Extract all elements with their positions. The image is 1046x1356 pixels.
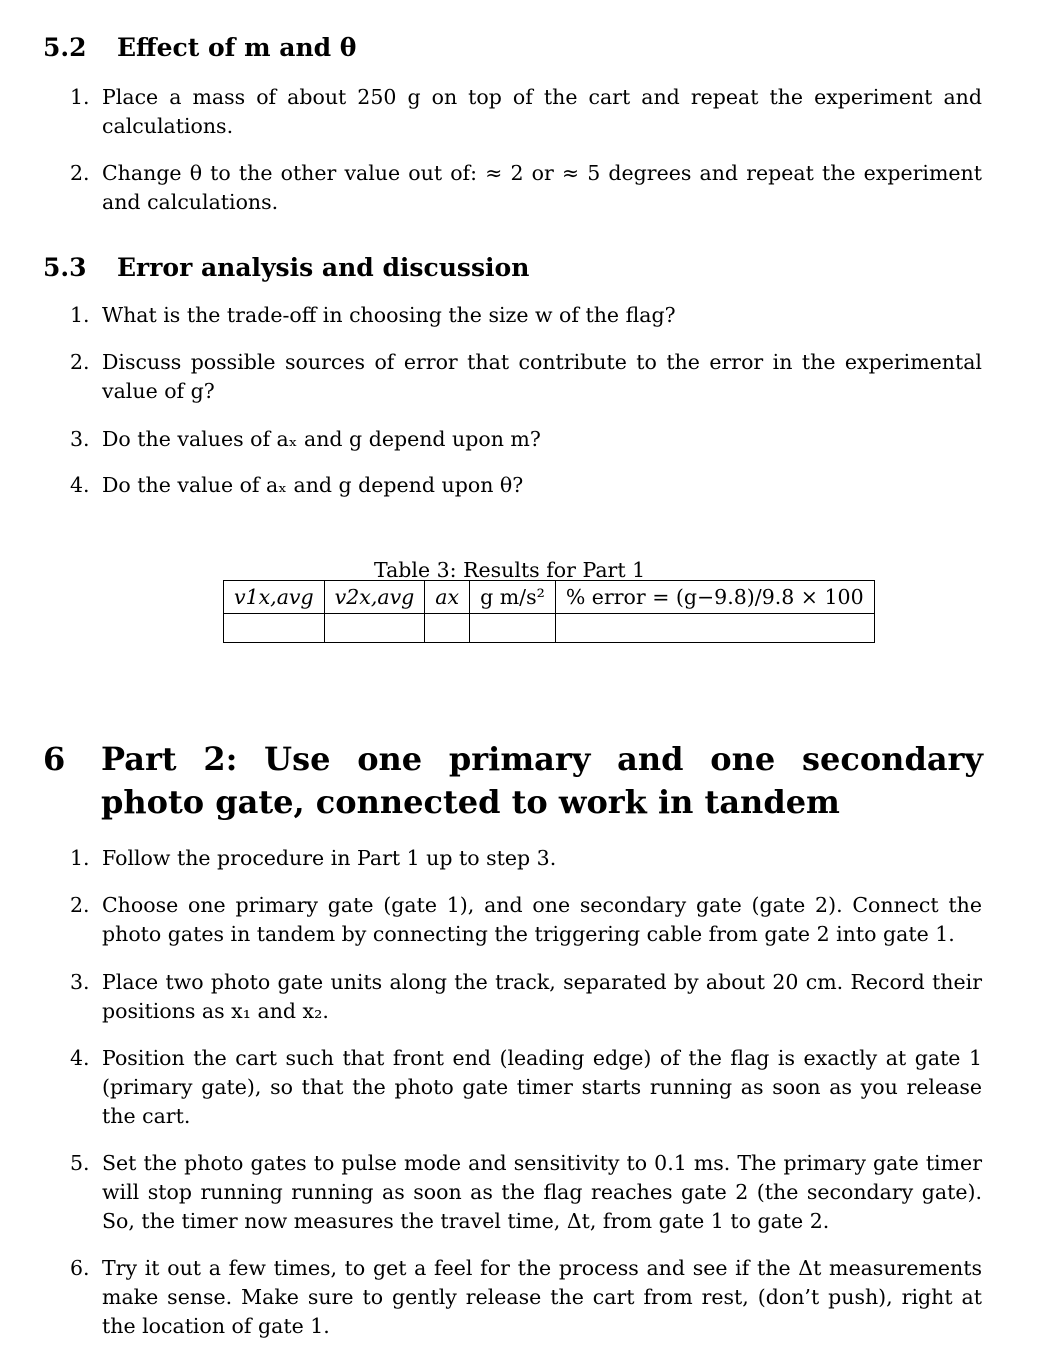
section-heading-5-3 (43, 253, 529, 282)
section-number: 6 (43, 740, 66, 778)
item-number: 2. (70, 893, 90, 917)
list-item (70, 1254, 982, 1341)
table-cell (224, 614, 325, 643)
table-cell (425, 614, 470, 643)
list-item (70, 891, 982, 949)
item-number: 2. (70, 161, 90, 185)
table-caption: Table 3: Results for Part 1 (374, 558, 646, 582)
item-number: 1. (70, 846, 90, 870)
list-item (70, 301, 982, 330)
item-text: What is the trade-off in choosing the size w of the flag? (102, 303, 676, 327)
item-text: Discuss possible sources of error that contribute to the error in the experimental value of g? (102, 350, 982, 403)
item-text: Do the values of aₓ and g depend upon m? (102, 427, 541, 451)
list-item (70, 83, 982, 141)
item-text: Try it out a few times, to get a feel for the process and see if the Δt measurements make sense. Make sure to gently release the cart from rest, (don’t push), right at the location of gate 1. (102, 1256, 982, 1338)
item-number: 5. (70, 1151, 90, 1175)
section-heading-5-2 (43, 33, 356, 62)
item-text: Position the cart such that front end (leading edge) of the flag is exactly at gate 1 (primary gate), so that the photo gate timer starts running as soon as you release the cart. (102, 1046, 982, 1128)
item-text: Place a mass of about 250 g on top of the cart and repeat the experiment and calculations. (102, 85, 982, 138)
item-number: 3. (70, 970, 90, 994)
list-item (70, 968, 982, 1026)
list-item (70, 1149, 982, 1236)
results-table (223, 580, 875, 643)
list-item (70, 159, 982, 217)
item-number: 1. (70, 85, 90, 109)
item-number: 4. (70, 473, 90, 497)
item-text: Follow the procedure in Part 1 up to step 3. (102, 846, 557, 870)
item-text: Choose one primary gate (gate 1), and one secondary gate (gate 2). Connect the photo gates in tandem by connecting the triggering cable from gate 2 into gate 1. (102, 893, 982, 946)
header-cell: v1x,avg (224, 581, 325, 614)
item-text: Do the value of aₓ and g depend upon θ? (102, 473, 524, 497)
list-item (70, 348, 982, 406)
table-header-row (224, 581, 875, 614)
section-title: Effect of m and θ (117, 33, 357, 62)
header-cell: g m/s² (470, 581, 556, 614)
section-number: 5.2 (43, 33, 87, 62)
item-text: Place two photo gate units along the track, separated by about 20 cm. Record their positions as x₁ and x₂. (102, 970, 982, 1023)
item-text: Set the photo gates to pulse mode and sensitivity to 0.1 ms. The primary gate timer will stop running running as soon as the flag reaches gate 2 (the secondary gate). So, the timer now measures the travel time, Δt, from gate 1 to gate 2. (102, 1151, 982, 1233)
header-cell: ax (425, 581, 470, 614)
table-cell (324, 614, 425, 643)
table-cell (555, 614, 874, 643)
list-item (70, 844, 982, 873)
table-row (224, 614, 875, 643)
item-number: 3. (70, 427, 90, 451)
section-title: Error analysis and discussion (117, 253, 530, 282)
list-item (70, 1044, 982, 1131)
item-number: 4. (70, 1046, 90, 1070)
section-number: 5.3 (43, 253, 87, 282)
item-number: 2. (70, 350, 90, 374)
section-title: Part 2: Use one primary and one secondary photo gate, connected to work in tandem (101, 740, 983, 821)
list-item (70, 471, 982, 500)
section-heading-6 (43, 738, 983, 824)
header-cell: % error = (g−9.8)/9.8 × 100 (555, 581, 874, 614)
item-text: Change θ to the other value out of: ≈ 2 or ≈ 5 degrees and repeat the experiment and calculations. (102, 161, 982, 214)
item-number: 1. (70, 303, 90, 327)
table-cell (470, 614, 556, 643)
list-item (70, 425, 982, 454)
item-number: 6. (70, 1256, 90, 1280)
header-cell: v2x,avg (324, 581, 425, 614)
